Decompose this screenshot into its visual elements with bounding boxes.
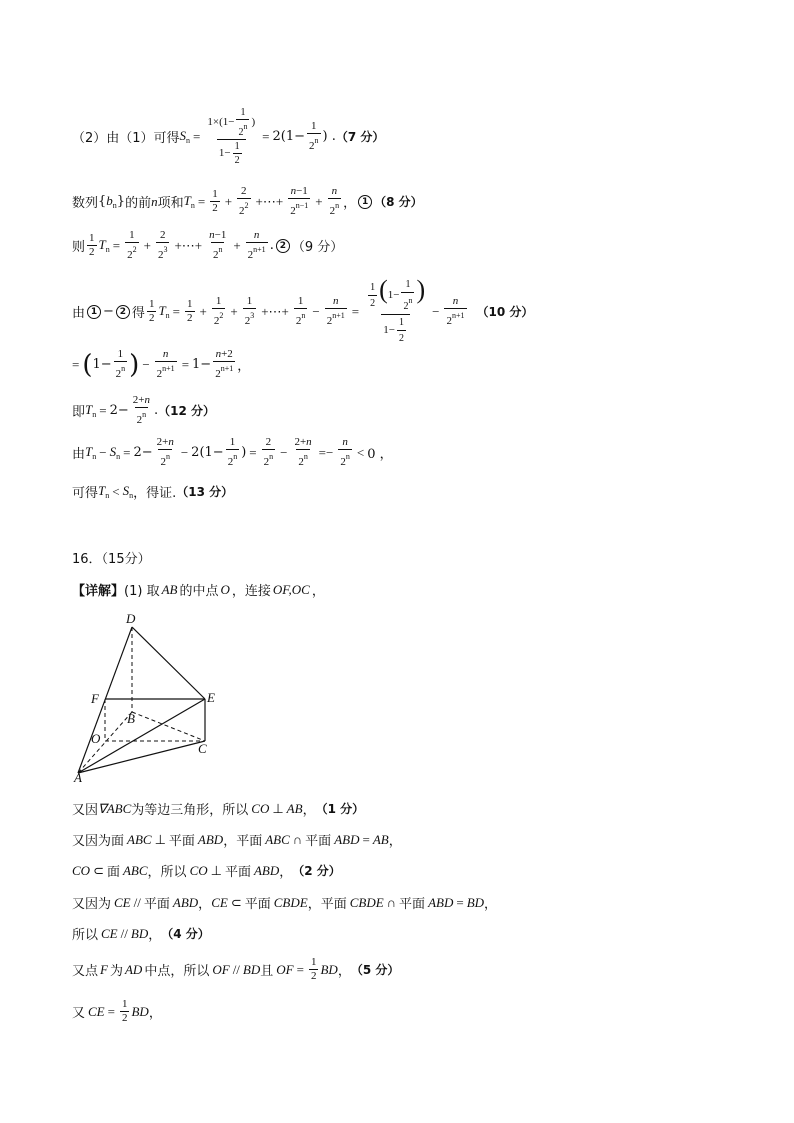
step-2: 又因为面 ABC ⊥ 平面 ABD ，平面 ABC ∩ 平面 ABD = AB ， <box>72 831 402 849</box>
l8-suffix: ，得证. <box>133 486 177 501</box>
s4-b: 平面 <box>143 897 170 912</box>
detail-line: 【详解】 (1) 取 AB 的中点 O ，连接 OF,OC ， <box>72 581 325 599</box>
s3-c: ，所以 <box>147 865 187 880</box>
l4-dash: − <box>103 304 114 319</box>
detail-end: ， <box>311 584 325 599</box>
l2-mid: 的前 <box>125 196 152 211</box>
s3-b: 面 <box>106 865 120 880</box>
l4-de: 得 <box>131 306 145 321</box>
score-9: （9 分） <box>291 240 344 255</box>
circled-two-icon-2: 2 <box>116 305 130 319</box>
l8-prefix: 可得 <box>72 486 99 501</box>
s4-c: ， <box>198 897 212 912</box>
s2-b: 平面 <box>168 834 195 849</box>
detail-text3: ，连接 <box>231 584 271 599</box>
step-3: CO ⊂ 面 ABC ，所以 CO ⊥ 平面 ABD ， （2 分） <box>72 862 341 880</box>
geometry-figure <box>72 610 232 785</box>
s3-d: 平面 <box>224 865 251 880</box>
tn-sum-line: 数列 $\{b_n\}$ 的前 n 项和 $T_n$ = $\frac{1}{2}$ + $\frac{2}{2^2}$ +⋯+ $\frac{n-1}{2^{n-1}}$ + $\frac{n}{2^n}$ ， 1 （8 分） <box>72 185 423 217</box>
s4-a: 又因为 <box>72 897 112 912</box>
label-B: B <box>127 711 135 726</box>
step-5: 所以 CE // BD ， （4 分） <box>72 925 210 943</box>
l3-prefix: 则 <box>72 240 86 255</box>
l1-prefix: （2）由（1）可得 <box>72 131 180 146</box>
l2-prefix: 数列 <box>72 196 99 211</box>
circled-one-icon: 1 <box>358 195 372 209</box>
l6-prefix: 即 <box>72 405 86 420</box>
s2-a: 又因为面 <box>72 834 125 849</box>
subtract-line: 由 1 − 2 得 $\frac{1}{2}$ $T_n$ = $\frac{1}{2}$ + $\frac{1}{2^2}$ + $\frac{1}{2^3}$ +⋯+ $\frac{1}{2^n}$ − $\frac{n}{2^{n+1}}$ = $\frac{1}{2}$ (1− $\frac{1}{2^n}$ ) 1− $\frac{1}{2}$ − $\frac{n}{2^{n+1}}$ （10 分） <box>72 275 534 344</box>
label-O: O <box>91 731 101 746</box>
step-6: 又点 F 为 AD 中点，所以 OF // BD 且 OF = $\frac{1}{2}$ BD ， （5 分） <box>72 956 400 982</box>
q16-title-text: 16．（15分） <box>72 552 151 567</box>
s2-d: 平面 <box>305 834 332 849</box>
step-1: 又因 ∇ABC 为等边三角形，所以 CO ⊥ AB ， （1 分） <box>72 800 365 818</box>
detail-points: OF,OC <box>272 581 310 597</box>
question-16-title <box>72 548 151 567</box>
l7-prefix: 由 <box>72 447 86 462</box>
s2-c: ，平面 <box>223 834 263 849</box>
s1-a: 又因 <box>72 803 99 818</box>
score-4: （4 分） <box>161 927 210 941</box>
half-tn-line: 则 $\frac{1}{2}$ $T_n$ = $\frac{1}{2^2}$ + $\frac{2}{2^3}$ +⋯+ $\frac{n-1}{2^n}$ + $\frac{n}{2^{n+1}}$ . 2 （9 分） <box>72 229 344 261</box>
s4-e: ，平面 <box>307 897 347 912</box>
s6-b: 为 <box>109 964 123 979</box>
detail-bold: 【详解】 <box>72 584 125 599</box>
s6-c: 中点，所以 <box>144 964 210 979</box>
circled-two-icon: 2 <box>276 239 290 253</box>
circled-one-icon-2: 1 <box>87 305 101 319</box>
step-4: 又因为 CE // 平面 ABD ， CE ⊂ 平面 CBDE ，平面 CBDE ∩ 平面 ABD = BD ， <box>72 894 498 912</box>
sn-fraction: 1×(1− $\frac{1}{2^n}$ ) 1− $\frac{1}{2}$ <box>207 107 256 166</box>
s7-a: 又 <box>72 1006 86 1021</box>
s4-f: 平面 <box>399 897 426 912</box>
label-F: F <box>91 691 99 706</box>
s1-b: 为等边三角形，所以 <box>131 803 249 818</box>
edge-BC <box>132 712 205 741</box>
score-8: （8 分） <box>374 195 423 209</box>
label-E: E <box>207 690 215 705</box>
sn-formula-line: （2）由（1）可得 $S_n$ = 1×(1− $\frac{1}{2^n}$ ) 1− $\frac{1}{2}$ = 2(1− $\frac{1}{2^n}$ ) . （7 分） <box>72 107 385 166</box>
l4-prefix: 由 <box>72 306 86 321</box>
s4-d: 平面 <box>244 897 271 912</box>
edge-DE <box>132 627 205 699</box>
label-A: A <box>74 770 82 785</box>
score-13: （13 分） <box>176 485 234 499</box>
simplify-line: = ( 1− $\frac{1}{2^n}$ ) − $\frac{n}{2^{n+1}}$ = 1− $\frac{n+2}{2^{n+1}}$ ， <box>72 348 251 380</box>
label-C: C <box>198 741 207 756</box>
tn-result-line: 即 $T_n$ = 2− $\frac{2+n}{2^n}$ . （12 分） <box>72 394 216 426</box>
s6-a: 又点 <box>72 964 99 979</box>
score-5: （5 分） <box>350 963 400 977</box>
score-1: （1 分） <box>315 802 365 816</box>
label-D: D <box>126 611 136 626</box>
score-12: （12 分） <box>158 404 216 418</box>
compare-line: 由 $T_n$ − $S_n$ = 2− $\frac{2+n}{2^n}$ − 2(1− $\frac{1}{2^n}$ ) = $\frac{2}{2^n}$ − $\frac{2+n}{2^n}$ =− $\frac{n}{2^n}$ < 0 ， <box>72 436 393 468</box>
detail-text2: 的中点 <box>179 584 219 599</box>
l2-mid2: 项和 <box>157 196 184 211</box>
score-10: （10 分） <box>476 305 534 319</box>
s6-d: 且 <box>260 964 274 979</box>
detail-text1: (1) 取 <box>124 584 160 599</box>
score-7: （7 分） <box>335 130 385 144</box>
conclusion-line: 可得 $T_n$ < $S_n$ ，得证. （13 分） <box>72 483 234 501</box>
s5-a: 所以 <box>72 928 99 943</box>
score-2: （2 分） <box>292 864 341 878</box>
step-7: 又 CE = $\frac{1}{2}$ BD ， <box>72 998 162 1024</box>
